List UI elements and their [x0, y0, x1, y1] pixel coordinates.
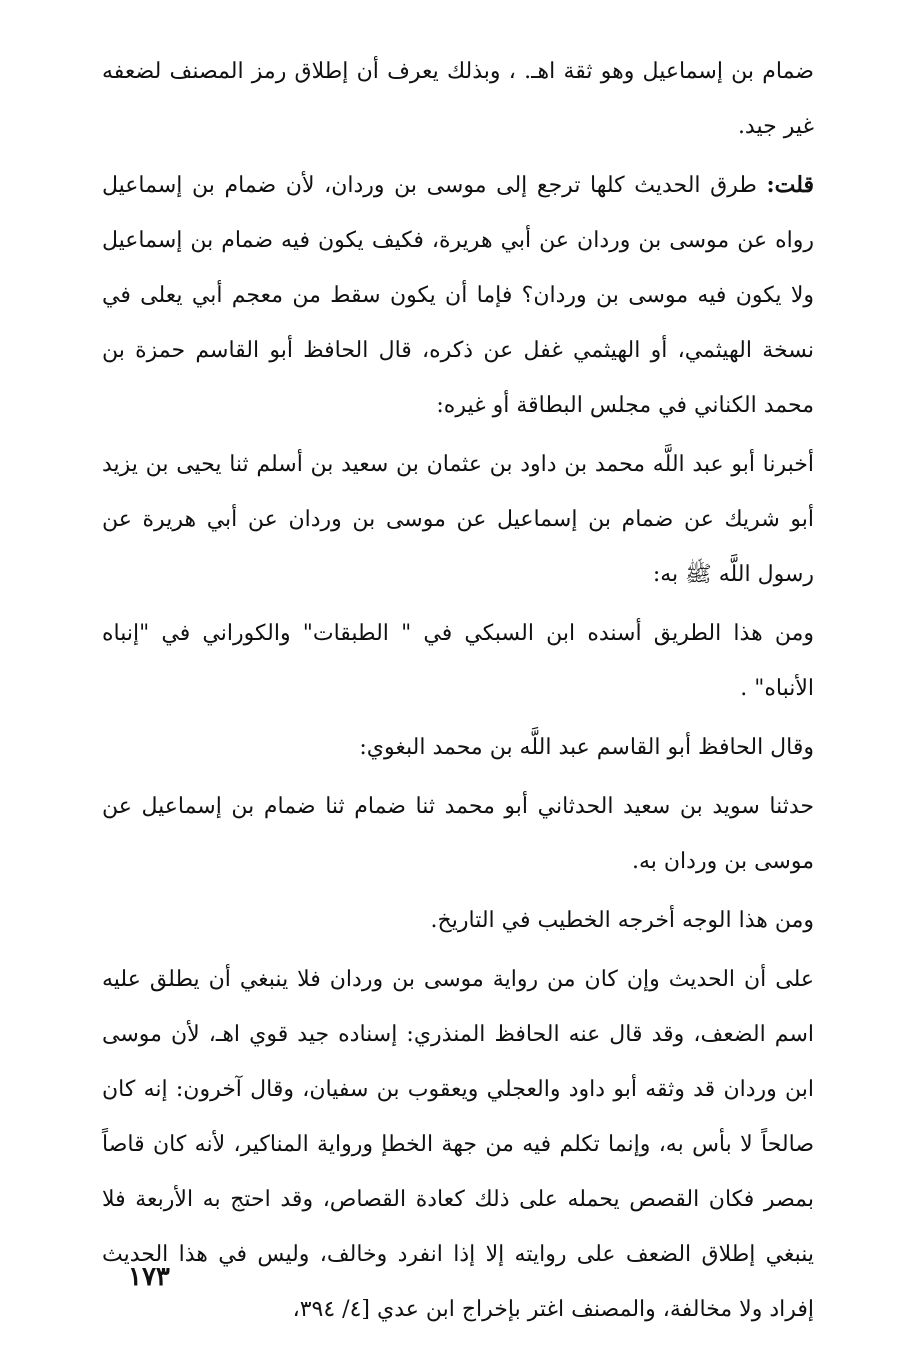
paragraph-8	[102, 952, 814, 1337]
paragraph-4	[102, 606, 814, 716]
paragraph-text: أخبرنا أبو عبد اللَّه محمد بن داود بن عثمان بن سعيد بن أسلم ثنا يحيى بن يزيد أبو شريك عن ضمام بن إسماعيل عن موسى بن وردان عن أبي هريرة عن رسول اللَّه ﷺ به:	[102, 452, 814, 587]
paragraph-text: طرق الحديث كلها ترجع إلى موسى بن وردان، لأن ضمام بن إسماعيل رواه عن موسى بن وردان عن أبي هريرة، فكيف يكون فيه ضمام بن إسماعيل ولا يكون فيه موسى بن وردان؟ فإما أن يكون سقط من معجم أبي يعلى في نسخة الهيثمي، أو الهيثمي غفل عن ذكره، قال الحافظ أبو القاسم حمزة بن محمد الكناني في مجلس البطاقة أو غيره:	[102, 173, 814, 418]
paragraph-text: ومن هذا الوجه أخرجه الخطيب في التاريخ.	[430, 908, 814, 933]
paragraph-2	[102, 158, 814, 433]
paragraph-3	[102, 437, 814, 602]
paragraph-1	[102, 44, 814, 154]
paragraph-text: ضمام بن إسماعيل وهو ثقة اهـ. ، وبذلك يعرف أن إطلاق رمز المصنف لضعفه غير جيد.	[102, 59, 814, 139]
paragraph-5	[102, 720, 814, 775]
paragraph-text: وقال الحافظ أبو القاسم عبد اللَّه بن محمد البغوي:	[359, 735, 814, 760]
paragraph-lead: قلت:	[766, 172, 814, 198]
paragraph-text: حدثنا سويد بن سعيد الحدثاني أبو محمد ثنا ضمام ثنا ضمام بن إسماعيل عن موسى بن وردان به.	[102, 794, 814, 874]
main-text	[102, 44, 814, 1337]
paragraph-text: ومن هذا الطريق أسنده ابن السبكي في " الطبقات" والكوراني في "إنباه الأنباه" .	[102, 621, 814, 701]
page-number: ١٧٣	[128, 1262, 170, 1292]
paragraph-6	[102, 779, 814, 889]
paragraph-7	[102, 893, 814, 948]
paragraph-text: على أن الحديث وإن كان من رواية موسى بن وردان فلا ينبغي أن يطلق عليه اسم الضعف، وقد قال عنه الحافظ المنذري: إسناده جيد قوي اهـ، لأن موسى ابن وردان قد وثقه أبو داود والعجلي ويعقوب بن سفيان، وقال آخرون: إنه كان صالحاً لا بأس به، وإنما تكلم فيه من جهة الخطإ ورواية المناكير، لأنه كان قاصاً بمصر فكان القصص يحمله على ذلك كعادة القصاص، وقد احتج به الأربعة فلا ينبغي إطلاق الضعف على روايته إلا إذا انفرد وخالف، وليس في هذا الحديث إفراد ولا مخالفة، والمصنف اغتر بإخراج ابن عدي [٤/ ٣٩٤،	[102, 967, 814, 1322]
